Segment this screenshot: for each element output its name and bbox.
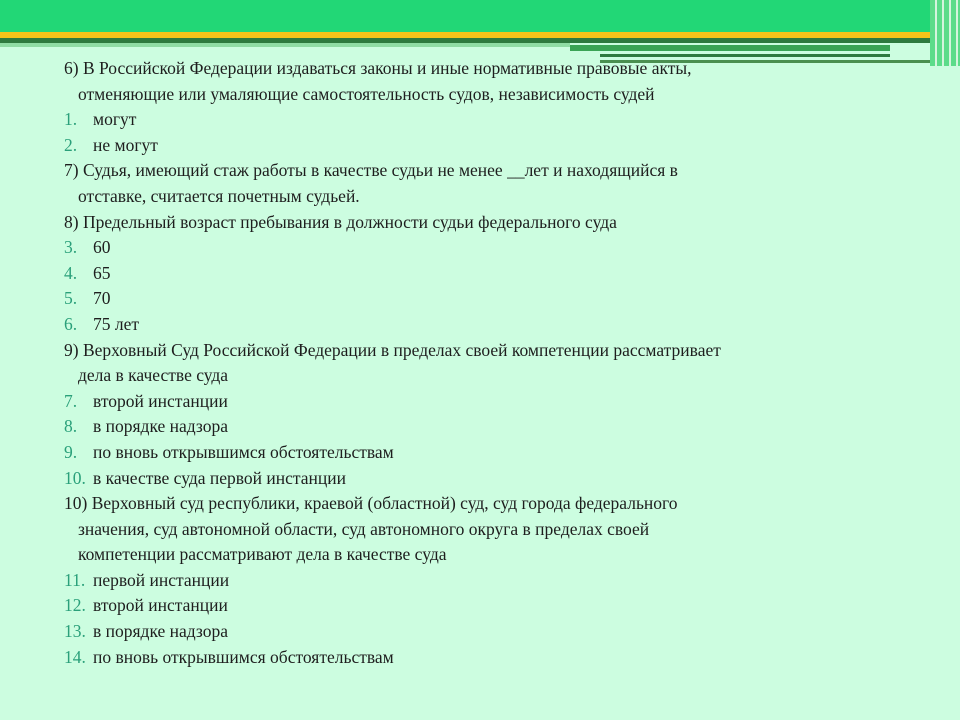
answer-option xyxy=(64,619,894,645)
answer-option xyxy=(64,645,894,671)
option-number: 13. xyxy=(64,621,86,642)
answer-option xyxy=(64,235,894,261)
option-text: 65 xyxy=(93,262,111,283)
option-number: 3. xyxy=(64,237,78,258)
answer-option xyxy=(64,261,894,287)
option-number: 4. xyxy=(64,262,78,283)
option-number: 7. xyxy=(64,390,78,411)
option-number: 5. xyxy=(64,288,78,309)
option-text: по вновь открывшимся обстоятельствам xyxy=(93,646,394,667)
option-number: 14. xyxy=(64,646,86,667)
banner-vertical-stripes xyxy=(930,0,960,66)
banner-light-stripe xyxy=(0,43,570,47)
answer-option xyxy=(64,133,894,159)
banner-right-green-stripe xyxy=(570,45,890,51)
answer-option xyxy=(64,440,894,466)
option-text: 60 xyxy=(93,237,111,258)
option-number: 8. xyxy=(64,416,78,437)
answer-option xyxy=(64,286,894,312)
option-number: 11. xyxy=(64,569,86,590)
option-text: по вновь открывшимся обстоятельствам xyxy=(93,441,394,462)
option-number: 2. xyxy=(64,134,78,155)
answer-option xyxy=(64,312,894,338)
answer-option xyxy=(64,389,894,415)
option-number: 9. xyxy=(64,441,78,462)
option-text: могут xyxy=(93,109,137,130)
option-text: второй инстанции xyxy=(93,390,228,411)
answer-option xyxy=(64,414,894,440)
banner-green-band xyxy=(0,0,960,32)
answer-option xyxy=(64,593,894,619)
option-text: в порядке надзора xyxy=(93,416,228,437)
option-text: в качестве суда первой инстанции xyxy=(93,467,346,488)
option-number: 12. xyxy=(64,595,86,616)
option-number: 1. xyxy=(64,109,78,130)
option-text: не могут xyxy=(93,134,158,155)
question-text: 7) Судья, имеющий стаж работы в качестве судьи не менее __лет и находящийся в отставке, считается почетным судьей. xyxy=(64,160,678,206)
option-text: в порядке надзора xyxy=(93,621,228,642)
answer-option xyxy=(64,107,894,133)
answer-option xyxy=(64,466,894,492)
option-text: 75 лет xyxy=(93,313,140,334)
option-text: первой инстанции xyxy=(93,569,230,590)
option-text: 70 xyxy=(93,288,111,309)
slide-content xyxy=(64,56,894,670)
question-text: 10) Верховный суд республики, краевой (областной) суд, суд города федерального значения, суд автономной области, суд автономного округа в пределах своей компетенции рассматривают дела в качестве суда xyxy=(64,493,678,565)
question-text: 9) Верховный Суд Российской Федерации в пределах своей компетенции рассматривает дела в качестве суда xyxy=(64,339,721,386)
option-text: второй инстанции xyxy=(93,595,228,616)
option-number: 6. xyxy=(64,313,78,334)
question-text: 6) В Российской Федерации издаваться законы и иные нормативные правовые акты, отменяющие или умаляющие самостоятельность судов, независимость судей xyxy=(64,58,692,104)
question-text: 8) Предельный возраст пребывания в должности судьи федерального суда xyxy=(64,211,617,232)
option-number: 10. xyxy=(64,467,86,488)
answer-option xyxy=(64,568,894,594)
